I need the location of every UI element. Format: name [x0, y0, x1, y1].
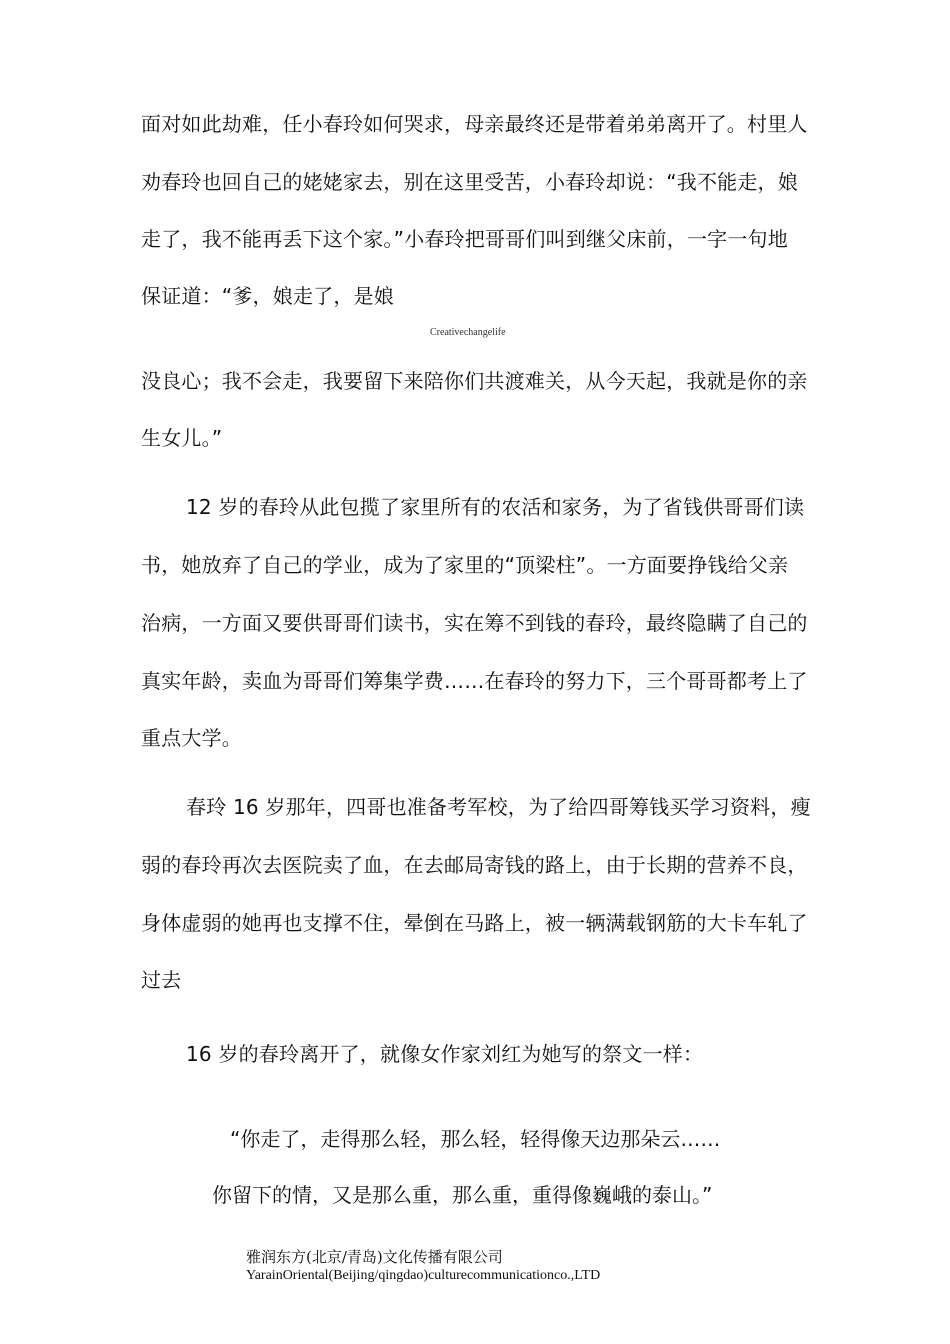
quote-line: “你走了，走得那么轻，那么轻，轻得像天边那朵云……	[230, 1127, 721, 1151]
text-line: 过去	[141, 968, 182, 992]
footer-company-en: YarainOriental(Beijing/qingdao)culturecommunicationco.,LTD	[246, 1268, 601, 1283]
text-line: 面对如此劫难，任小春玲如何哭求，母亲最终还是带着弟弟离开了。村里人	[141, 112, 808, 136]
text-line: 弱的春玲再次去医院卖了血，在去邮局寄钱的路上，由于长期的营养不良，	[141, 853, 808, 877]
text-line: 真实年龄，卖血为哥哥们筹集学费……在春玲的努力下，三个哥哥都考上了	[141, 669, 808, 693]
text-line: 书，她放弃了自己的学业，成为了家里的“顶梁柱”。一方面要挣钱给父亲	[141, 553, 789, 577]
text-line: 16 岁的春玲离开了，就像女作家刘红为她写的祭文一样：	[186, 1042, 704, 1066]
text-line: 春玲 16 岁那年，四哥也准备考军校，为了给四哥筹钱买学习资料，瘦	[186, 795, 811, 819]
quote-line: 你留下的情，又是那么重，那么重，重得像巍峨的泰山。”	[212, 1183, 713, 1207]
text-line: 身体虚弱的她再也支撑不住，晕倒在马路上，被一辆满载钢筋的大卡车轧了	[141, 911, 808, 935]
text-line: 劝春玲也回自己的姥姥家去，别在这里受苦，小春玲却说：“我不能走，娘	[141, 170, 798, 194]
text-line: 没良心；我不会走，我要留下来陪你们共渡难关，从今天起，我就是你的亲	[141, 369, 808, 393]
text-line: 保证道：“爹，娘走了，是娘	[141, 284, 394, 308]
footer-company-cn: 雅润东方(北京/青岛)文化传播有限公司	[246, 1248, 503, 1266]
text-line: 12 岁的春玲从此包揽了家里所有的农活和家务，为了省钱供哥哥们读	[186, 495, 805, 519]
text-line: 走了，我不能再丢下这个家。”小春玲把哥哥们叫到继父床前，一字一句地	[141, 227, 788, 251]
text-line: 治病，一方面又要供哥哥们读书，实在筹不到钱的春玲，最终隐瞒了自己的	[141, 611, 808, 635]
text-line: 重点大学。	[141, 726, 242, 750]
watermark-text: Creativechangelife	[430, 327, 506, 338]
text-line: 生女儿。”	[141, 426, 223, 450]
